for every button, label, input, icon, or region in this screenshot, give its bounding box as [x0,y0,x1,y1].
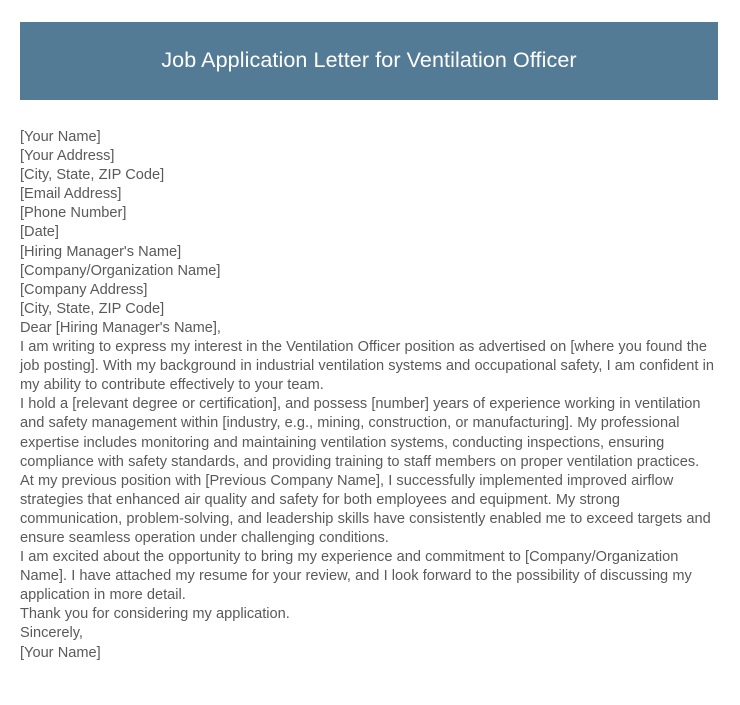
signature-line: [Your Name] [20,644,101,661]
sender-address-line: [Your Address] [20,148,115,165]
recipient-city-state-zip-line: [City, State, ZIP Code] [20,300,165,317]
letter-body [20,128,720,663]
letter-paragraph-3: At my previous position with [Previous Company Name], I successfully implemented improved airflow strategies that enhanced air quality and safety for both employees and equipment. My strong communication, problem-solving, and leadership skills have consistently enabled me to exceed targets and ensure seamless operation under challenging conditions. [20,472,711,546]
sender-city-state-zip-line: [City, State, ZIP Code] [20,167,165,184]
salutation-line: Dear [Hiring Manager's Name], [20,319,221,336]
sender-name-line: [Your Name] [20,129,101,145]
letter-paragraph-4: I am excited about the opportunity to bring my experience and commitment to [Company/Organization Name]. I have attached my resume for your review, and I look forward to the possibility of discussing my application in more detail. [20,549,692,604]
thank-you-line: Thank you for considering my application. [20,606,290,623]
sender-email-line: [Email Address] [20,186,122,203]
letter-paragraph-2: I hold a [relevant degree or certification], and possess [number] years of experience working in ventilation and safety management within [industry, e.g., mining, construction, or manufacturing]. My professional expertise includes monitoring and maintaining ventilation systems, conducting inspections, ensuring compliance with safety standards, and providing training to staff members on proper ventilation practices. [20,396,701,470]
recipient-manager-name-line: [Hiring Manager's Name] [20,243,182,260]
recipient-company-address-line: [Company Address] [20,281,148,298]
letter-date-line: [Date] [20,224,59,241]
page-title: Job Application Letter for Ventilation Officer [161,48,577,73]
letter-header-banner [20,22,718,100]
sender-phone-line: [Phone Number] [20,205,127,222]
letter-paragraph-1: I am writing to express my interest in the Ventilation Officer position as advertised on [where you found the job posting]. With my background in industrial ventilation systems and occupational safety, I am confident in my ability to contribute effectively to your team. [20,339,714,394]
recipient-company-name-line: [Company/Organization Name] [20,262,221,279]
closing-line: Sincerely, [20,625,83,642]
